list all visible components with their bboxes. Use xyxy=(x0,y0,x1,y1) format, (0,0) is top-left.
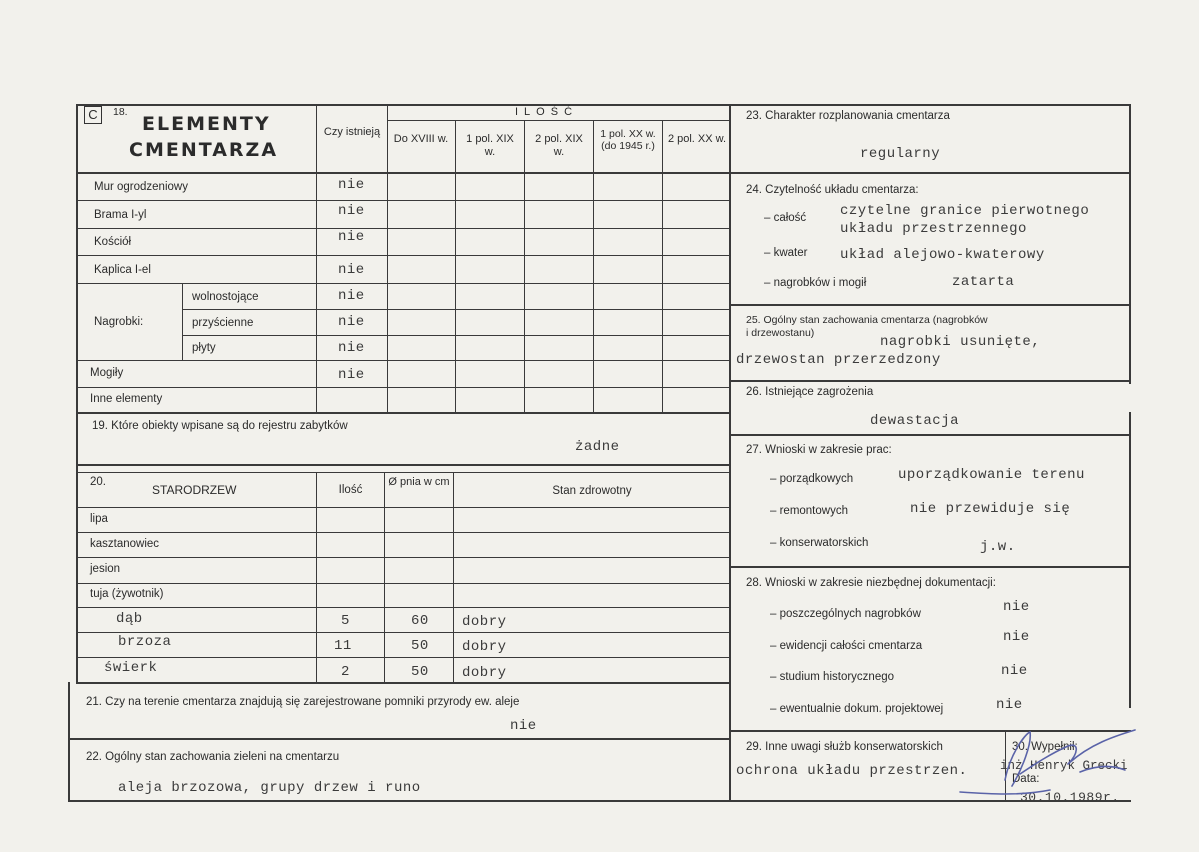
tree-pnia: 50 xyxy=(411,664,429,680)
nagrobki-col-line xyxy=(182,283,183,360)
s30-date: 30.10.1989r. xyxy=(1020,790,1120,805)
s27-item-label: – konserwatorskich xyxy=(770,537,869,549)
s27-item-value: uporządkowanie terenu xyxy=(898,467,1085,483)
row-label: Inne elementy xyxy=(90,393,163,405)
s28-item-value: nie xyxy=(1003,599,1030,615)
s24-calosc-line2: układu przestrzennego xyxy=(840,221,1027,237)
s23-value: regularny xyxy=(860,146,941,162)
s30-label: 30. Wypełnił: xyxy=(1012,741,1078,753)
tree-pnia: 50 xyxy=(411,638,429,654)
row-value: nie xyxy=(338,314,365,330)
s28-item-label: – poszczególnych nagrobków xyxy=(770,608,921,620)
row-value: nie xyxy=(338,340,365,356)
s28-item-value: nie xyxy=(996,697,1023,713)
top-border xyxy=(76,104,1130,106)
s20-col-ilosc: Ilość xyxy=(338,484,363,496)
row-label: Mur ogrodzeniowy xyxy=(94,181,188,193)
right-border xyxy=(1129,104,1131,384)
s23-label: 23. Charakter rozplanowania cmentarza xyxy=(746,110,950,122)
nagrobki-label: Nagrobki: xyxy=(94,316,144,328)
tree-ilosc: 11 xyxy=(334,638,352,654)
tree-name: tuja (żywotnik) xyxy=(90,588,164,600)
row-line xyxy=(76,532,730,533)
header-bottom-line xyxy=(76,172,730,174)
s25-value-line2: drzewostan przerzedzony xyxy=(736,352,941,368)
row-line xyxy=(76,200,730,201)
s24-nagrobkow-label: – nagrobków i mogił xyxy=(764,277,867,289)
tree-stan: dobry xyxy=(462,614,507,630)
row-value: nie xyxy=(338,203,365,219)
s27-label: 27. Wnioski w zakresie prac: xyxy=(746,444,892,456)
tree-name: brzoza xyxy=(118,634,172,650)
col-header-4: 1 pol. XX w. (do 1945 r.) xyxy=(600,128,656,152)
col-line xyxy=(593,120,594,412)
s25-bottom xyxy=(729,380,1131,382)
middle-divider xyxy=(729,104,731,802)
row-line xyxy=(76,557,730,558)
section-18-num: 18. xyxy=(113,106,128,118)
s20-title: STARODRZEW xyxy=(152,483,237,497)
row-value: nie xyxy=(338,367,365,383)
s28-item-value: nie xyxy=(1001,663,1028,679)
s27-bottom xyxy=(729,566,1131,568)
tree-ilosc: 2 xyxy=(341,664,350,680)
row-label: wolnostojące xyxy=(192,291,259,303)
row-line xyxy=(182,309,730,310)
row-line xyxy=(76,360,730,361)
tree-pnia: 60 xyxy=(411,613,429,629)
row-line xyxy=(76,632,730,633)
s28-item-label: – studium historycznego xyxy=(770,671,895,683)
tree-name: świerk xyxy=(104,660,158,676)
s29-label: 29. Inne uwagi służb konserwatorskich xyxy=(746,741,943,753)
ilosc-header: ILOŚĆ xyxy=(515,106,579,118)
bottom-border-left xyxy=(68,800,732,802)
s23-bottom xyxy=(729,172,1131,174)
col-line xyxy=(316,104,317,412)
row-value: nie xyxy=(338,229,365,245)
s20-num: 20. xyxy=(90,476,106,488)
s27-item-label: – porządkowych xyxy=(770,473,854,485)
s30-date-label: Data: xyxy=(1012,773,1040,785)
col-line xyxy=(455,120,456,412)
tree-name: dąb xyxy=(116,611,143,627)
s21-value: nie xyxy=(510,718,537,734)
s28-item-value: nie xyxy=(1003,629,1030,645)
s29-value: ochrona układu przestrzen. xyxy=(736,763,968,779)
col-header-5: 2 pol. XX w. xyxy=(667,133,727,145)
elementy-title: ELEMENTY xyxy=(142,113,271,135)
s20-col-stan: Stan zdrowotny xyxy=(552,485,632,497)
tree-name: lipa xyxy=(90,513,108,525)
s20-col-pnia: Ø pnia w cm xyxy=(388,476,450,488)
s25-label-line1: 25. Ogólny stan zachowania cmentarza (nagrobków xyxy=(746,314,988,326)
s24-kwater-value: układ alejowo-kwaterowy xyxy=(840,247,1045,263)
s26-label: 26. Istniejące zagrożenia xyxy=(746,386,874,398)
s20-header-bottom xyxy=(76,507,730,508)
tree-name: jesion xyxy=(90,563,121,575)
row-line xyxy=(76,657,730,658)
col-line xyxy=(662,120,663,412)
row-value: nie xyxy=(338,262,365,278)
row-line xyxy=(182,335,730,336)
s24-nagrobkow-value: zatarta xyxy=(952,274,1015,290)
s19-bottom xyxy=(76,464,730,466)
row-line xyxy=(76,228,730,229)
s27-item-label: – remontowych xyxy=(770,505,848,517)
col-header-2: 1 pol. XIX w. xyxy=(466,133,514,158)
col-exists-header: Czy istnieją xyxy=(323,126,381,138)
right-border xyxy=(1129,412,1131,708)
tree-stan: dobry xyxy=(462,639,507,655)
s24-kwater-label: – kwater xyxy=(764,247,808,259)
col-line xyxy=(316,472,317,682)
s28-item-label: – ewentualnie dokum. projektowej xyxy=(770,703,944,715)
tree-stan: dobry xyxy=(462,665,507,681)
row-line xyxy=(76,283,730,284)
col-line xyxy=(453,472,454,682)
s24-label: 24. Czytelność układu cmentarza: xyxy=(746,184,919,196)
s22-value: aleja brzozowa, grupy drzew i runo xyxy=(118,780,421,796)
s28-item-label: – ewidencji całości cmentarza xyxy=(770,640,923,652)
row-value: nie xyxy=(338,288,365,304)
col-header-1: Do XVIII w. xyxy=(393,133,449,145)
row-line xyxy=(76,255,730,256)
row-label: Kościół xyxy=(94,236,132,248)
row-label: Brama I-yl xyxy=(94,209,147,221)
s19-label: 19. Które obiekty wpisane są do rejestru zabytków xyxy=(92,420,348,432)
row-label: przyścienne xyxy=(192,317,254,329)
row-label: Mogiły xyxy=(90,367,124,379)
s19-value: żadne xyxy=(575,439,620,455)
tree-name: kasztanowiec xyxy=(90,538,160,550)
s24-bottom xyxy=(729,304,1131,306)
signature-icon xyxy=(950,724,1140,804)
s26-value: dewastacja xyxy=(870,413,960,429)
row-line xyxy=(76,583,730,584)
s26-bottom xyxy=(729,434,1131,436)
s27-item-value: j.w. xyxy=(980,539,1016,555)
s20-top xyxy=(76,472,730,473)
s20-bottom xyxy=(76,682,730,684)
col-header-3: 2 pol. XIX w. xyxy=(535,133,583,158)
left-border-lower xyxy=(68,682,70,802)
s24-calosc-line1: czytelne granice pierwotnego xyxy=(840,203,1090,219)
row-label: płyty xyxy=(192,342,216,354)
left-border xyxy=(76,104,78,682)
ilosc-line xyxy=(387,120,730,121)
s24-calosc-label: – całość xyxy=(764,212,807,224)
s28-label: 28. Wnioski w zakresie niezbędnej dokumentacji: xyxy=(746,577,996,589)
row-line xyxy=(76,412,730,414)
row-value: nie xyxy=(338,177,365,193)
row-label: Kaplica I-el xyxy=(94,264,151,276)
section-letter-box: C xyxy=(84,106,102,124)
row-line xyxy=(76,607,730,608)
s27-item-value: nie przewiduje się xyxy=(910,501,1071,517)
s22-label: 22. Ogólny stan zachowania zieleni na cmentarzu xyxy=(86,751,340,763)
col-line xyxy=(524,120,525,412)
tree-ilosc: 5 xyxy=(341,613,350,629)
col-line xyxy=(384,472,385,682)
s30-filled-by: inż Henryk Grecki xyxy=(1000,759,1128,773)
s21-bottom xyxy=(68,738,730,740)
s25-label-line2: i drzewostanu) xyxy=(746,327,815,339)
row-line xyxy=(76,387,730,388)
s25-value-line1: nagrobki usunięte, xyxy=(880,334,1041,350)
col-line xyxy=(387,104,388,412)
cmentarza-title: CMENTARZA xyxy=(129,139,279,161)
s21-label: 21. Czy na terenie cmentarza znajdują się zarejestrowane pomniki przyrody ew. aleje xyxy=(86,696,520,708)
